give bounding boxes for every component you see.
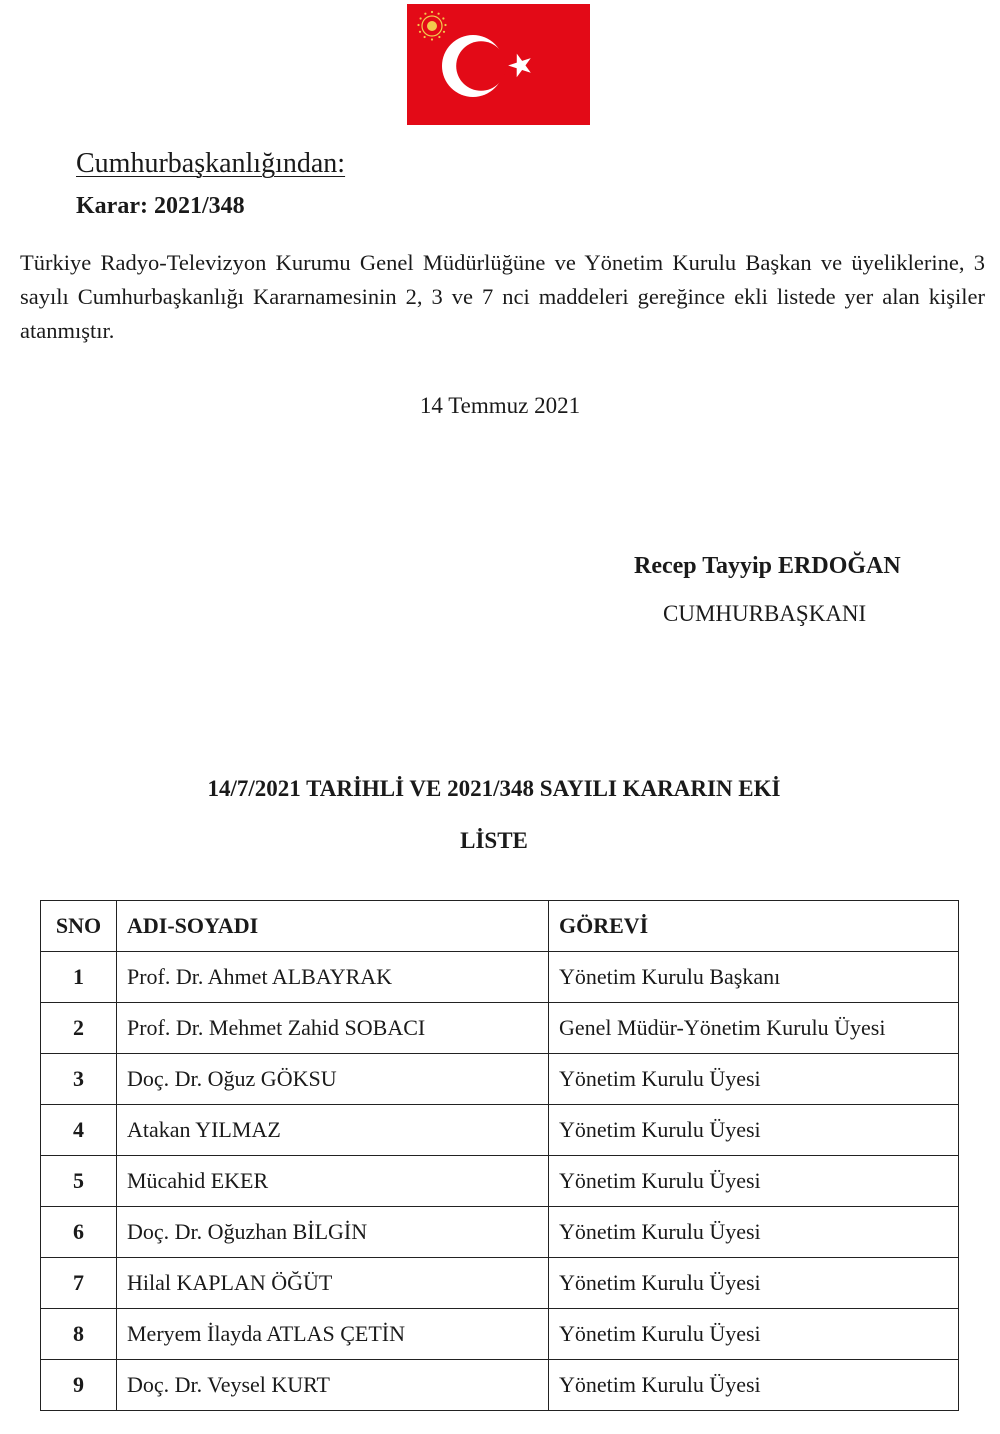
appointment-table xyxy=(40,900,959,1411)
row-name: Prof. Dr. Ahmet ALBAYRAK xyxy=(117,952,549,1003)
row-name: Mücahid EKER xyxy=(117,1156,549,1207)
table-row xyxy=(41,1360,959,1411)
row-number: 7 xyxy=(41,1258,117,1309)
row-name: Hilal KAPLAN ÖĞÜT xyxy=(117,1258,549,1309)
authority-heading: Cumhurbaşkanlığından: xyxy=(76,148,346,179)
row-name: Meryem İlayda ATLAS ÇETİN xyxy=(117,1309,549,1360)
turkish-flag-icon xyxy=(407,4,590,125)
decision-body: Türkiye Radyo-Televizyon Kurumu Genel Müdürlüğüne ve Yönetim Kurulu Başkan ve üyeliklerine, 3 sayılı Cumhurbaşkanlığı Kararnamesinin 2, 3 ve 7 nci maddeleri gereğince ekli listede yer alan kişiler atanmıştır. xyxy=(20,250,985,343)
row-name: Atakan YILMAZ xyxy=(117,1105,549,1156)
row-name: Doç. Dr. Veysel KURT xyxy=(117,1360,549,1411)
signer-title: CUMHURBAŞKANI xyxy=(663,601,867,626)
row-number: 8 xyxy=(41,1309,117,1360)
row-role: Yönetim Kurulu Üyesi xyxy=(549,1105,959,1156)
row-role: Yönetim Kurulu Üyesi xyxy=(549,1156,959,1207)
row-number: 2 xyxy=(41,1003,117,1054)
annex-title: 14/7/2021 TARİHLİ VE 2021/348 SAYILI KARARIN EKİ xyxy=(207,776,781,801)
row-role: Yönetim Kurulu Üyesi xyxy=(549,1054,959,1105)
table-row xyxy=(41,1207,959,1258)
row-number: 3 xyxy=(41,1054,117,1105)
row-role: Yönetim Kurulu Üyesi xyxy=(549,1360,959,1411)
row-name: Prof. Dr. Mehmet Zahid SOBACI xyxy=(117,1003,549,1054)
table-header-row xyxy=(41,901,959,952)
row-number: 9 xyxy=(41,1360,117,1411)
row-name: Doç. Dr. Oğuz GÖKSU xyxy=(117,1054,549,1105)
table-row xyxy=(41,1105,959,1156)
table-row xyxy=(41,952,959,1003)
header-name: ADI-SOYADI xyxy=(117,901,549,952)
signer-name: Recep Tayyip ERDOĞAN xyxy=(634,553,901,579)
decision-number: Karar: 2021/348 xyxy=(76,193,245,219)
row-role: Yönetim Kurulu Başkanı xyxy=(549,952,959,1003)
header-role: GÖREVİ xyxy=(549,901,959,952)
header-sno: SNO xyxy=(41,901,117,952)
row-name: Doç. Dr. Oğuzhan BİLGİN xyxy=(117,1207,549,1258)
table-row xyxy=(41,1003,959,1054)
row-number: 6 xyxy=(41,1207,117,1258)
table-row xyxy=(41,1309,959,1360)
table-row xyxy=(41,1156,959,1207)
row-role: Yönetim Kurulu Üyesi xyxy=(549,1258,959,1309)
row-role: Genel Müdür-Yönetim Kurulu Üyesi xyxy=(549,1003,959,1054)
row-number: 4 xyxy=(41,1105,117,1156)
row-number: 1 xyxy=(41,952,117,1003)
row-role: Yönetim Kurulu Üyesi xyxy=(549,1207,959,1258)
row-number: 5 xyxy=(41,1156,117,1207)
row-role: Yönetim Kurulu Üyesi xyxy=(549,1309,959,1360)
decision-date: 14 Temmuz 2021 xyxy=(419,393,581,418)
annex-subtitle: LİSTE xyxy=(460,828,528,853)
table-row xyxy=(41,1258,959,1309)
table-row xyxy=(41,1054,959,1105)
